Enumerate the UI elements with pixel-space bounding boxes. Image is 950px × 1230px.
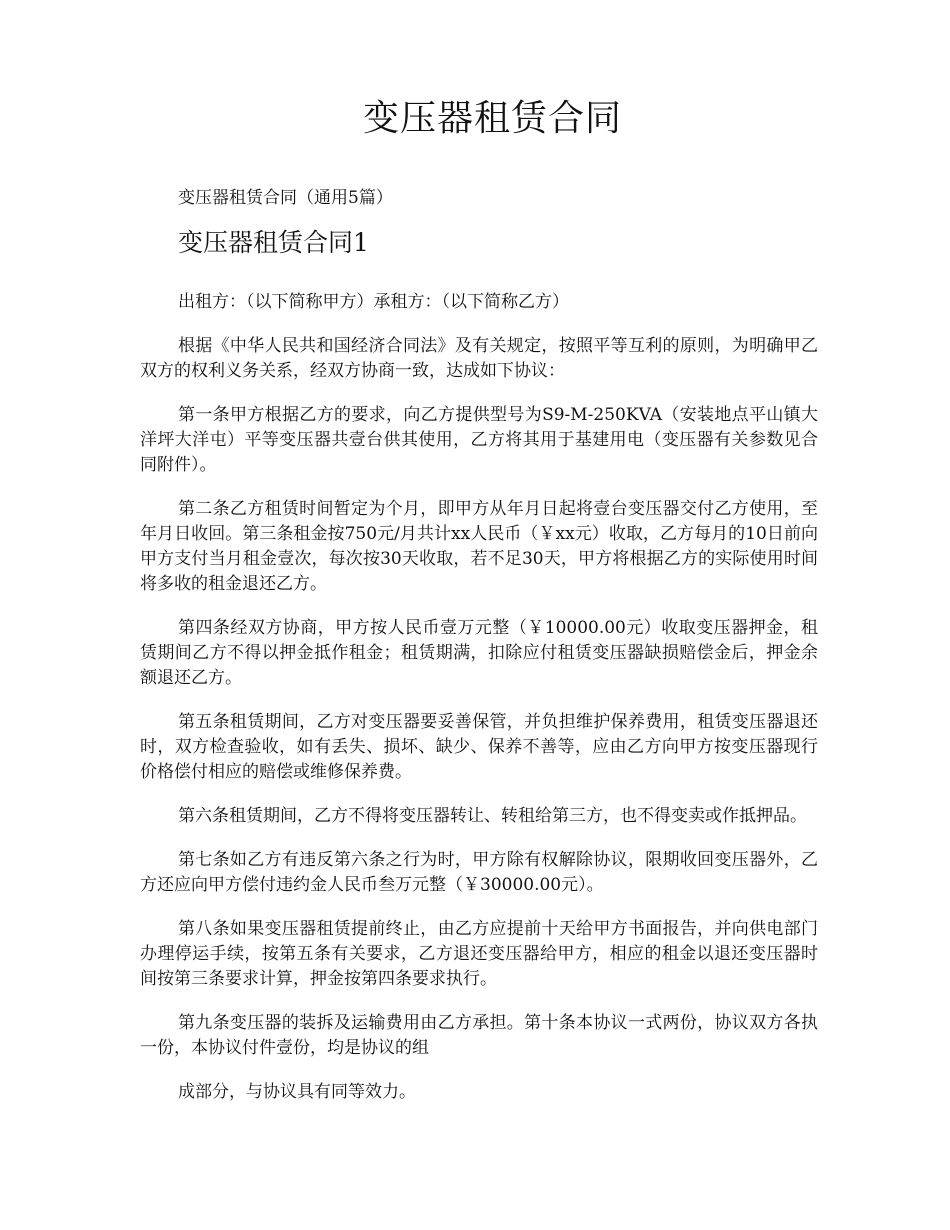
article-9-10-paragraph: 第九条变压器的装拆及运输费用由乙方承担。第十条本协议一式两份，协议双方各执一份，本协议付件壹份，均是协议的组 — [140, 1013, 818, 1058]
closing-paragraph: 成部分，与协议具有同等效力。 — [178, 1082, 416, 1102]
document-body — [140, 290, 818, 1124]
document-title: 变压器租赁合同 — [362, 98, 622, 139]
preamble-paragraph: 根据《中华人民共和国经济合同法》及有关规定，按照平等互利的原则，为明确甲乙双方的权利义务关系，经双方协商一致，达成如下协议： — [140, 336, 818, 381]
article-8-paragraph: 第八条如果变压器租赁提前终止，由乙方应提前十天给甲方书面报告，并向供电部门办理停运手续，按第五条有关要求，乙方退还变压器给甲方，相应的租金以退还变压器时间按第三条要求计算，押金按第四条要求执行。 — [140, 919, 818, 989]
article-1-paragraph: 第一条甲方根据乙方的要求，向乙方提供型号为S9-M-250KVA（安装地点平山镇大洋坪大洋屯）平等变压器共壹台供其使用，乙方将其用于基建用电（变压器有关参数见合同附件）。 — [140, 405, 818, 475]
article-4-paragraph: 第四条经双方协商，甲方按人民币壹万元整（￥10000.00元）收取变压器押金，租赁期间乙方不得以押金抵作租金；租赁期满，扣除应付租赁变压器缺损赔偿金后，押金余额退还乙方。 — [140, 618, 818, 688]
article-5-paragraph: 第五条租赁期间，乙方对变压器要妥善保管，并负担维护保养费用，租赁变压器退还时，双方检查验收，如有丢失、损坏、缺少、保养不善等，应由乙方向甲方按变压器现行价格偿付相应的赔偿或维修保养费。 — [140, 712, 818, 782]
article-6-paragraph: 第六条租赁期间，乙方不得将变压器转让、转租给第三方，也不得变卖或作抵押品。 — [178, 806, 807, 826]
article-2-3-paragraph: 第二条乙方租赁时间暂定为个月，即甲方从年月日起将壹台变压器交付乙方使用，至年月日收回。第三条租金按750元/月共计xx人民币（￥xx元）收取，乙方每月的10日前向甲方支付当月租金壹次，每次按30天收取，若不足30天，甲方将根据乙方的实际使用时间将多收的租金退还乙方。 — [140, 499, 818, 594]
article-7-paragraph: 第七条如乙方有违反第六条之行为时，甲方除有权解除协议，限期收回变压器外，乙方还应向甲方偿付违约金人民币叁万元整（￥30000.00元）。 — [140, 850, 818, 895]
section-heading: 变压器租赁合同1 — [178, 228, 369, 257]
document-subtitle: 变压器租赁合同（通用5篇） — [178, 188, 393, 208]
parties-paragraph: 出租方：（以下简称甲方）承租方：（以下简称乙方） — [178, 292, 569, 312]
